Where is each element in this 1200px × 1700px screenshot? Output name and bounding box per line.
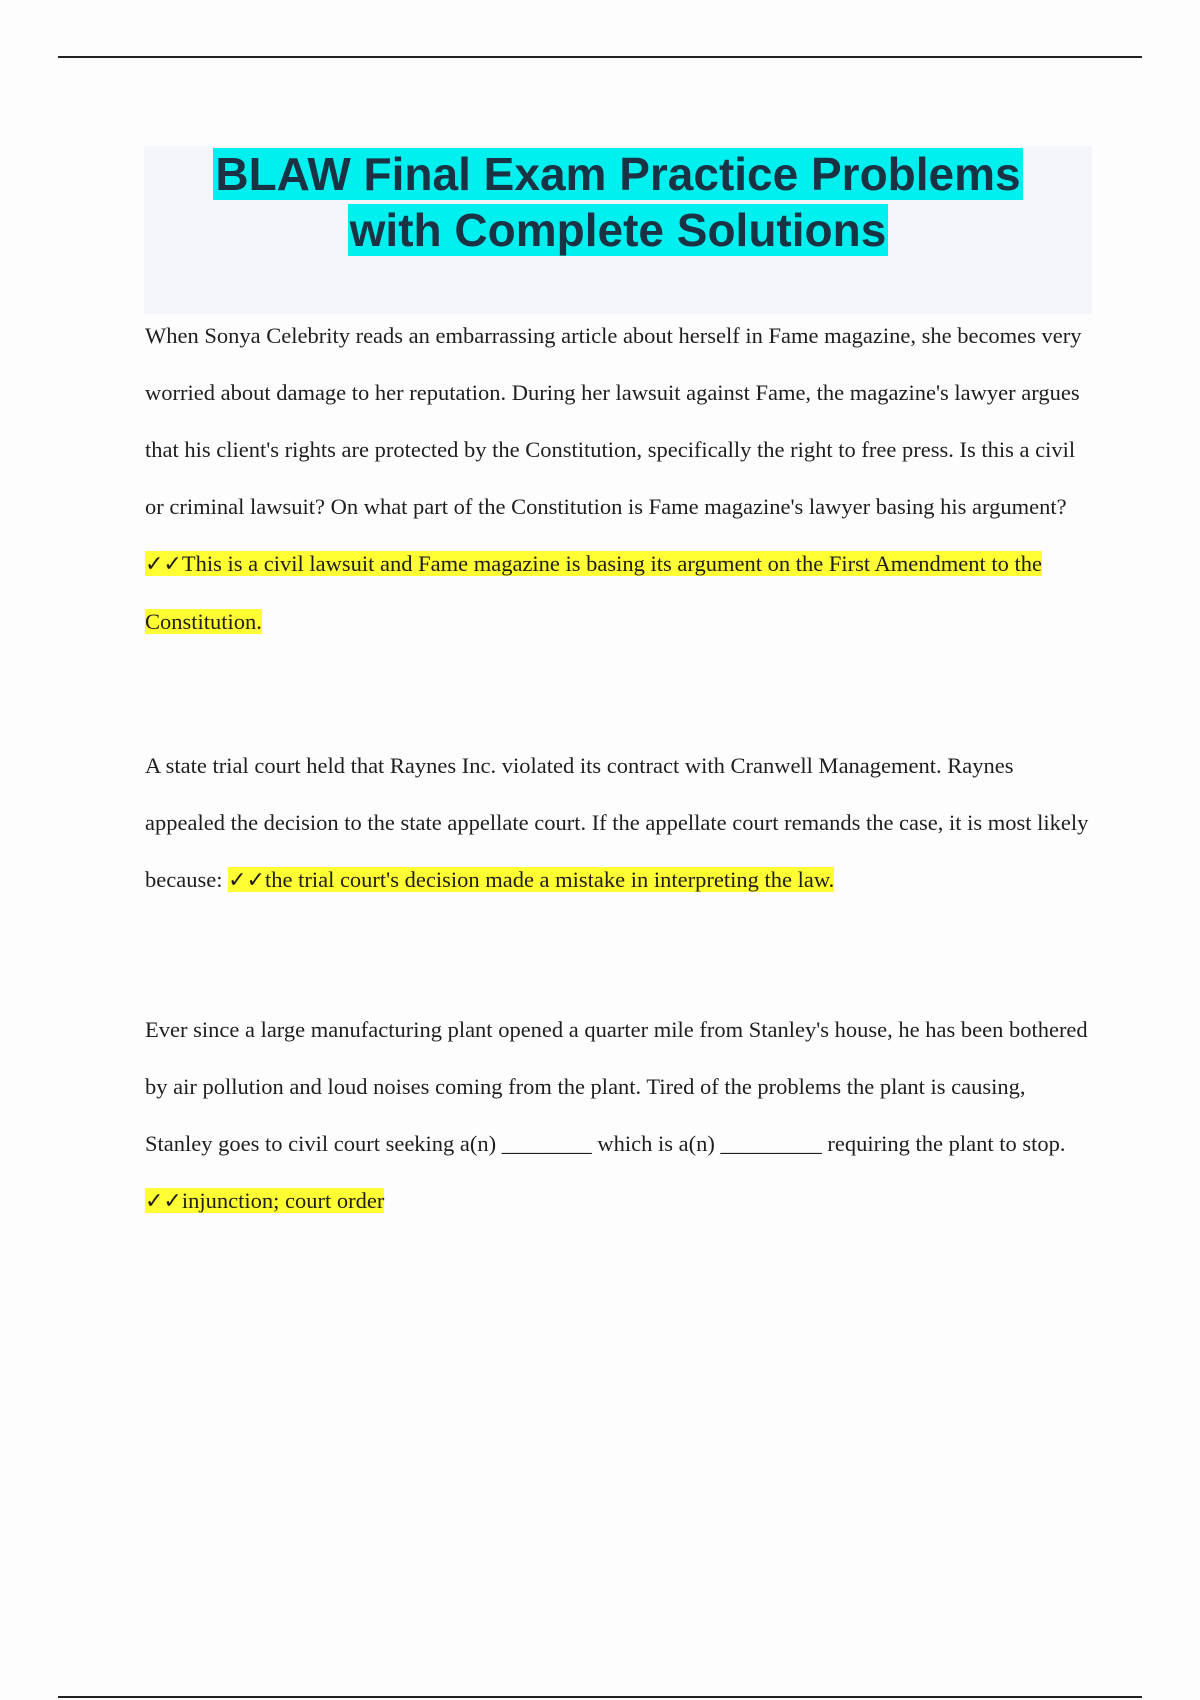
question-block-3 — [145, 1001, 1090, 1230]
footer-rule — [58, 1696, 1142, 1698]
document-title — [144, 146, 1092, 258]
answer-highlight — [145, 551, 1042, 634]
check-mark-icon: ✓✓ — [228, 868, 265, 893]
question-block-2 — [145, 737, 1090, 909]
answer-text: This is a civil lawsuit and Fame magazine is basing its argument on the First Amendment to the Constitution. — [145, 551, 1042, 634]
question-block-1 — [145, 307, 1090, 650]
check-mark-icon: ✓✓ — [145, 1189, 182, 1214]
header-rule — [58, 56, 1142, 58]
answer-highlight — [145, 1188, 384, 1213]
title-line-1: BLAW Final Exam Practice Problems — [215, 148, 1021, 200]
title-banner — [144, 146, 1092, 314]
question-text: When Sonya Celebrity reads an embarrassing article about herself in Fame magazine, she becomes very worried about damage to her reputation. During her lawsuit against Fame, the magazine's lawyer argues that his client's rights are protected by the Constitution, specifically the right to free press. Is this a civil or criminal lawsuit? On what part of the Constitution is Fame magazine's lawyer basing his argument? — [145, 323, 1082, 519]
question-text: A state trial court held that Raynes Inc. violated its contract with Cranwell Management. Raynes appealed the decision to the state appellate court. If the appellate court remands the case, it is most likely because: — [145, 753, 1089, 892]
answer-highlight — [228, 867, 834, 892]
answer-text: injunction; court order — [181, 1188, 385, 1213]
answer-text: the trial court's decision made a mistake in interpreting the law. — [264, 867, 835, 892]
question-text: Ever since a large manufacturing plant opened a quarter mile from Stanley's house, he has been bothered by air pollution and loud noises coming from the plant. Tired of the problems the plant is causing, Stanley goes to civil court seeking a(n) ________ which is a(n) _________ requiring the plant to stop. — [145, 1017, 1088, 1156]
title-line-2: with Complete Solutions — [349, 204, 887, 256]
check-mark-icon: ✓✓ — [145, 552, 182, 577]
